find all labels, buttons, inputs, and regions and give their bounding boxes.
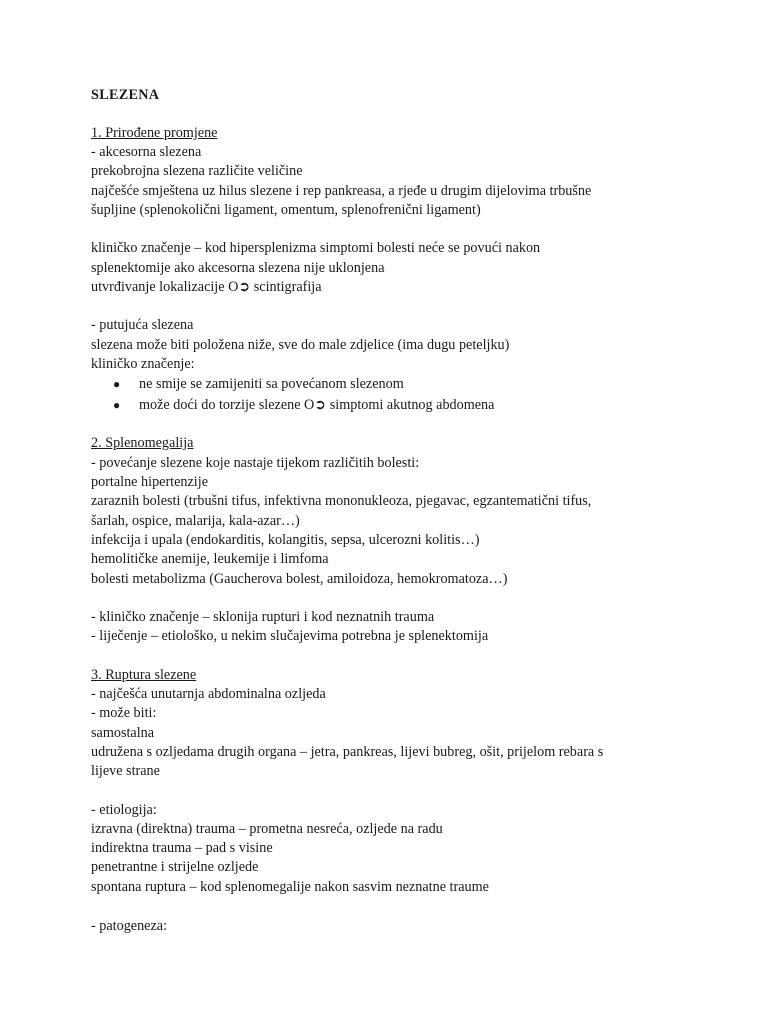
text-line: samostalna — [91, 725, 155, 741]
text-line: kliničko značenje: — [91, 356, 195, 372]
text-line: utvrđivanje lokalizacije O➲ scintigrafija — [91, 279, 322, 295]
text-line: lijeve strane — [91, 763, 160, 779]
text-line: najčešće smještena uz hilus slezene i rep pankreasa, a rjeđe u drugim dijelovima trbušne — [91, 183, 592, 199]
list-item: može doći do torzije slezene O➲ simptomi akutnog abdomena — [139, 397, 495, 413]
text-line: prekobrojna slezena različite veličine — [91, 163, 303, 179]
text-line: spontana ruptura – kod splenomegalije nakon sasvim neznatne traume — [91, 879, 489, 895]
text-line: - putujuća slezena — [91, 317, 194, 333]
text-line: udružena s ozljedama drugih organa – jetra, pankreas, lijevi bubreg, ošit, prijelom rebara s — [91, 744, 604, 760]
text-line: - patogeneza: — [91, 918, 168, 934]
text-line: šarlah, ospice, malarija, kala-azar…) — [91, 513, 300, 529]
text-line: hemolitičke anemije, leukemije i limfoma — [91, 551, 329, 567]
section-heading-3: 3. Ruptura slezene — [91, 667, 197, 683]
bullet-icon: ● — [113, 377, 121, 391]
text-line: - povećanje slezene koje nastaje tijekom različitih bolesti: — [91, 455, 420, 471]
text-line: bolesti metabolizma (Gaucherova bolest, amiloidoza, hemokromatoza…) — [91, 571, 508, 587]
section-heading-2: 2. Splenomegalija — [91, 435, 194, 451]
text-line: šupljine (splenokolični ligament, omentum, splenofrenični ligament) — [91, 202, 481, 218]
bullet-icon: ● — [113, 398, 121, 412]
list-item: ne smije se zamijeniti sa povećanom slezenom — [139, 376, 404, 392]
text-line: infekcija i upala (endokarditis, kolangitis, sepsa, ulcerozni kolitis…) — [91, 532, 480, 548]
text-line: kliničko značenje – kod hipersplenizma simptomi bolesti neće se povući nakon — [91, 240, 541, 256]
text-line: - može biti: — [91, 705, 157, 721]
text-line: - kliničko značenje – sklonija rupturi i kod neznatnih trauma — [91, 609, 435, 625]
text-line: portalne hipertenzije — [91, 474, 208, 490]
text-line: - etiologija: — [91, 802, 157, 818]
text-line: penetrantne i strijelne ozljede — [91, 859, 259, 875]
section-heading-1: 1. Prirođene promjene — [91, 125, 218, 141]
text-line: izravna (direktna) trauma – prometna nesreća, ozljede na radu — [91, 821, 443, 837]
text-line: slezena može biti položena niže, sve do male zdjelice (ima dugu peteljku) — [91, 337, 510, 353]
document-title: SLEZENA — [91, 87, 160, 103]
text-line: - liječenje – etiološko, u nekim slučajevima potrebna je splenektomija — [91, 628, 489, 644]
text-line: - najčešća unutarnja abdominalna ozljeda — [91, 686, 326, 702]
text-line: indirektna trauma – pad s visine — [91, 840, 273, 856]
text-line: - akcesorna slezena — [91, 144, 202, 160]
text-line: zaraznih bolesti (trbušni tifus, infektivna mononukleoza, pjegavac, egzantematični tifus, — [91, 493, 592, 509]
text-line: splenektomije ako akcesorna slezena nije uklonjena — [91, 260, 385, 276]
